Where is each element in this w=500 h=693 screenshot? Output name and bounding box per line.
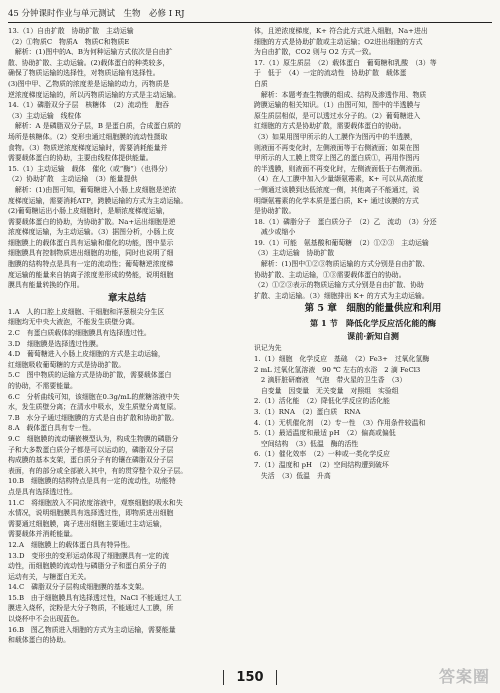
text-line: 需要载体蛋白的协助，主要由线粒体提供能量。 <box>8 154 153 163</box>
text-line: 膜进入烧杯，淀粉是大分子物质，不能通过人工膜，所 <box>8 604 174 613</box>
text-line: 协助扩散、主动运输，①③需要载体蛋白的协助。 <box>254 270 406 279</box>
text-line: （2）①物质C 物质A 物质C和物质E <box>8 37 130 46</box>
text-line: 17.（1）原生质层 （2）载体蛋白 葡萄糖和乳酸 （3）等 <box>254 58 437 67</box>
text-line: 甲所示的人工膜上贯穿上图乙的蛋白质①，再用作图丙 <box>254 154 420 163</box>
text-line: 识记为先 <box>254 344 282 353</box>
text-line: 点是具有选择透过性。 <box>8 487 77 496</box>
text-line: 解析：(1)图中的A、B为何种运输方式依次是自由扩 <box>8 48 173 57</box>
text-line: 19.（1）可能 氨基酸和葡萄糖 （2）①②③ 主动运输 <box>254 238 429 247</box>
text-line: 红细胞吸收葡萄糖的方式是协助扩散。 <box>8 360 126 369</box>
text-line: 6.C 分析曲线可知，该细胞在0.3g/mL的蔗糖溶液中失 <box>8 392 180 401</box>
text-line: （3）如果用图甲所示的人工膜作为图丙中的半透膜， <box>254 132 417 141</box>
text-line: 度梯度运输，需要消耗ATP，跨膜运输的方式为主动运输。 <box>8 196 188 205</box>
text-line: 的半透膜，则液面不再变化时，左侧液面低于右侧液面。 <box>254 164 427 173</box>
text-line: 12.A 细胞膜上的载体蛋白具有特异性。 <box>8 540 135 549</box>
page-header: 45 分钟课时作业与单元测试 生物 必修 I RJ <box>8 6 492 23</box>
text-line: 散、协助扩散、主动运输。(2)载体蛋白的种类较多， <box>8 58 170 67</box>
text-line: 自变量 因变量 无关变量 对照组 实验组 <box>254 386 399 395</box>
text-line: （2）①②③表示的物质运输方式分别是自由扩散、协助 <box>254 281 424 290</box>
page-number: 150 <box>0 670 500 685</box>
text-line: 18.（1）磷脂分子 蛋白质分子 （2）乙 流动 （3）分还 <box>254 217 437 226</box>
text-line: 需要载体并消耗能量。 <box>8 530 77 539</box>
text-line: (2)葡萄糖运出小肠上皮细胞时，是顺浓度梯度运输， <box>8 207 170 216</box>
text-line: 是协助扩散。 <box>254 207 296 216</box>
text-line: 需要通过细胞膜，离子进出细胞主要通过主动运输， <box>8 519 167 528</box>
text-line: 逆浓度梯度运输的，所以丙物质运输的方式是主动运输。 <box>8 90 181 99</box>
text-line: 一侧通过该膜到达低浓度一侧，其他离子不能通过，说 <box>254 185 420 194</box>
text-line: 红细胞的方式是协助扩散，需要载体蛋白的协助。 <box>254 122 406 131</box>
text-line: 2 滴肝脏研磨液 气泡 带火星的卫生香 （3） <box>254 376 407 385</box>
text-line: 13.D 变形虫的变形运动体现了细胞膜具有一定的流 <box>8 551 170 560</box>
text-line: 和载体蛋白的协助。 <box>8 636 71 645</box>
text-line: 子和大多数蛋白质分子都是可以运动的，磷脂双分子层 <box>8 445 174 454</box>
text-line: 7.（1）温度和 pH （2）空间结构遭到破坏 <box>254 460 389 469</box>
right-column <box>254 26 492 481</box>
text-line: 2 mL 过氧化氢溶液 90 ℃ 左右的水浴 2 滴 FeCl3 <box>254 365 421 374</box>
text-line: （3）主动运输 协助扩散 <box>254 249 335 258</box>
text-line: 则液面不再变化时，左侧液面等于右侧液面；如果在图 <box>254 143 420 152</box>
text-line: 2.C 有蛋白质载体的细胞膜具有选择透过性。 <box>8 329 151 338</box>
text-line: 7.B 水分子通过细胞膜的方式是自由扩散和协助扩散。 <box>8 413 179 422</box>
text-line: 场所是核糖体。（2）变形虫通过细胞膜的流动性摄取 <box>8 132 168 141</box>
text-line: 3.（1）RNA （2）蛋白质 RNA <box>254 408 361 416</box>
text-line: 构成膜的基本支架，蛋白质分子有的镶在磷脂双分子层 <box>8 456 174 465</box>
text-line: 解析：A 是磷脂双分子层，B 是蛋白质，合成蛋白质的 <box>8 122 181 131</box>
text-line: 扩散、主动运输。（3）细胞排出 K+ 的方式为主动运输。 <box>254 291 429 300</box>
text-line: 原生质层相似，是可以透过水分子的。（2）葡萄糖进入 <box>254 111 421 120</box>
chapter-heading: 第 5 章 细胞的能量供应和利用 <box>304 303 442 315</box>
text-line: 的协助，不需要能量。 <box>8 382 77 390</box>
text-line: 明缬氨霉素的化学本质是蛋白质，K+ 通过该膜的方式 <box>254 196 419 205</box>
chapter-heading: 章末总结 <box>107 292 146 304</box>
text-line: 失活 （3）低温 升高 <box>254 471 331 480</box>
text-line: 9.C 细胞膜的流动镶嵌模型认为，构成生物膜的磷脂分 <box>8 434 179 443</box>
text-line: 8.A 载体蛋白具有专一性。 <box>8 424 96 433</box>
left-column <box>8 26 246 646</box>
text-line: 15.（1）主动运输 载体 催化（或“酶”）（也得分） <box>8 164 172 173</box>
text-line: 减少或缩小 <box>254 228 296 237</box>
text-line: （2）协助扩散 主动运输 （3）能量提供 <box>8 175 138 184</box>
text-line: 1.A 人的口腔上皮细胞、干细胞和洋葱根尖分生区 <box>8 307 165 316</box>
text-line: 16.B 图乙物质进入细胞的方式为主动运输，需要能量 <box>8 625 176 634</box>
text-line: 3.D 细胞膜是选择透过性膜。 <box>8 339 103 348</box>
text-line: 10.B 细胞膜的结构特点是具有一定的流动性，功能特 <box>8 477 176 486</box>
text-line: 4.D 葡萄糖进入小肠上皮细胞的方式是主动运输， <box>8 350 165 359</box>
text-line: 1.（1）细胞 化学反应 基础 （2）Fe3+ 过氧化氢酶 <box>254 355 430 364</box>
section-heading: 课前·新知自测 <box>347 331 399 342</box>
text-line: 为自由扩散，CO2 则与 O2 方式一致。 <box>254 48 376 57</box>
text-line: 体，且逆浓度梯度，K+ 符合此方式进入细胞，Na+进出 <box>254 27 428 35</box>
text-line: 解析：(1)由图可知，葡萄糖进入小肠上皮细胞是逆浓 <box>8 185 177 194</box>
text-line: 解析：本题考查生物膜的组成、结构及渗透作用、物质 <box>254 90 427 99</box>
text-line: 6.（1）催化效率 （2）一种或一类化学反应 <box>254 450 390 459</box>
text-line: 解析：(1)图中①②③物质运输的方式分别是自由扩散、 <box>254 260 430 269</box>
text-line: 动性，而细胞膜的流动性与磷脂分子和蛋白质分子的 <box>8 562 167 571</box>
text-line: 度运输的能量来自钠离子浓度差形成的势能，说明细胞 <box>8 270 174 279</box>
text-line: 15.B 由于细胞膜具有选择透过性，NaCl 不能通过人工 <box>8 593 182 602</box>
text-line: 以烧杯中不会出现蓝色。 <box>8 615 84 624</box>
text-line: 5.C 图中物质的运输方式是协助扩散，需要载体蛋白 <box>8 371 172 380</box>
text-line: (3)图中甲、乙物质的浓度差是运输的动力，丙物质是 <box>8 79 170 88</box>
section-heading: 第 1 节 降低化学反应活化能的酶 <box>309 318 437 329</box>
text-line: 食物。（3）物质逆浓度梯度运输时，需要消耗能量并 <box>8 143 168 152</box>
text-line: 膜具有能量转换的作用。 <box>8 281 84 290</box>
text-line: 浓度梯度运输，为主动运输。（3）据图分析，小肠上皮 <box>8 228 175 237</box>
text-line: 细胞膜上的载体蛋白具有运输和催化的功能，图中显示 <box>8 238 174 247</box>
text-line: 水情况，说明细胞膜具有选择透过性，即物质进出细胞 <box>8 509 174 518</box>
text-line: 胞膜的结构特点是具有一定的流动性；葡萄糖逆浓度梯 <box>8 260 174 269</box>
text-line: 14.C 磷脂双分子层构成细胞膜的基本支架。 <box>8 583 149 592</box>
text-line: 2.（1）活化能 （2）降低化学反应的活化能 <box>254 397 390 406</box>
text-line: 4.（1）无机催化剂 （2）专一性 （3）作用条件较温和 <box>254 418 426 427</box>
text-line: 水，发生质壁分离；在清水中吸水，发生质壁分离复原。 <box>8 403 181 412</box>
text-line: 跨膜运输的相关知识。（1）由图可知，图中的半透膜与 <box>254 101 421 110</box>
text-line: 于 低于 （4）一定的流动性 协助扩散 载体蛋 <box>254 69 407 78</box>
text-line: （3）主动运输 线粒体 <box>8 111 82 120</box>
text-line: 白质 <box>254 79 268 88</box>
text-line: （4）在人工膜中加入少量缬氨霉素，K+ 可以从高浓度 <box>254 175 424 184</box>
text-line: 确保了物质运输的选择性，对物质运输有选择性。 <box>8 69 160 78</box>
text-line: 细胞的方式是协助扩散或主动运输；O2进出细胞的方式 <box>254 37 423 46</box>
text-line: 5.（1）最适温度和最适 pH （2）偏高或偏低 <box>254 429 396 438</box>
text-line: 11.C 将细胞放入不同浓度溶液中，观察细胞的吸水和失 <box>8 498 183 507</box>
text-line: 细胞膜具有控制物质进出细胞的功能，同时也说明了细 <box>8 249 174 258</box>
text-line: 13.（1）自由扩散 协助扩散 主动运输 <box>8 27 134 35</box>
text-line: 空间结构 （3）低温 酶的活性 <box>254 439 359 448</box>
text-line: 14.（1）磷脂双分子层 核糖体 （2）流动性 胞吞 <box>8 101 169 110</box>
text-line: 需要载体蛋白的协助，为协助扩散。Na+运出细胞是逆 <box>8 217 176 226</box>
watermark: 答案圈 <box>438 667 490 686</box>
text-line: 运动有关，与糖蛋白无关。 <box>8 572 91 581</box>
text-line: 表面，有的部分或全部嵌入其中，有的贯穿整个双分子层。 <box>8 466 188 475</box>
text-line: 细胞均无中央大液泡，不能发生质壁分离。 <box>8 318 139 327</box>
